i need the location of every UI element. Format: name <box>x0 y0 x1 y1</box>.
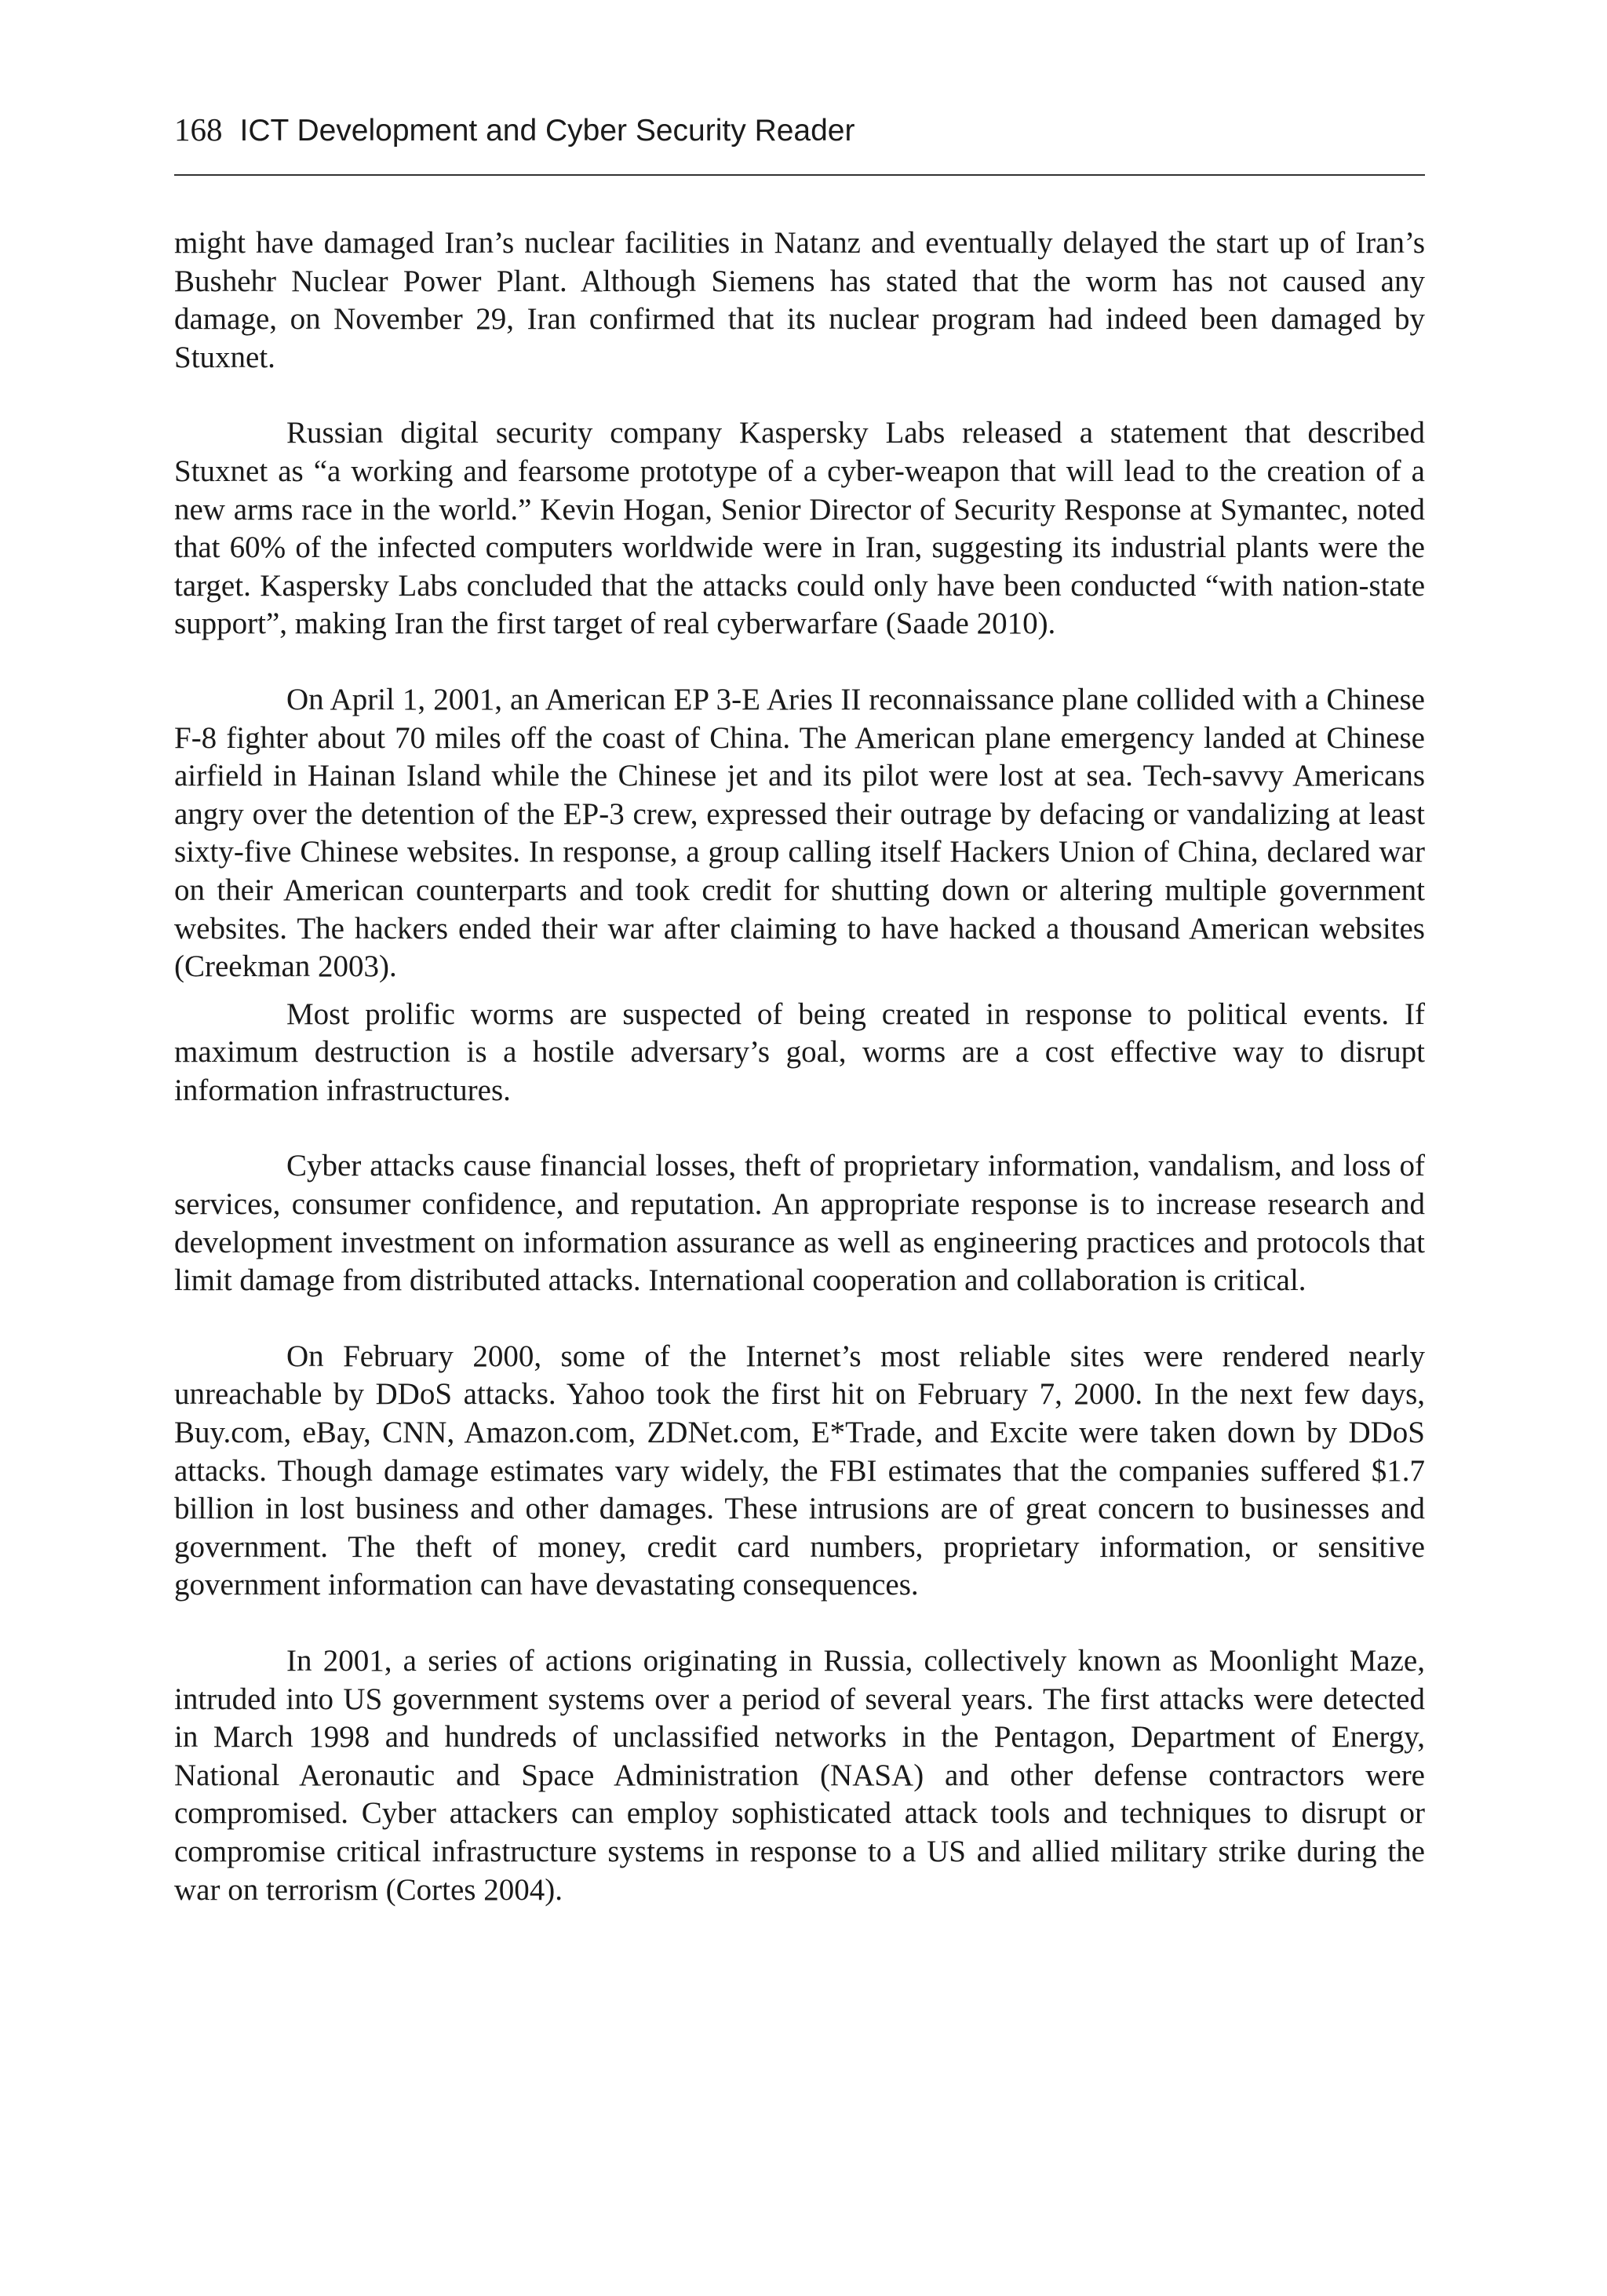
body-text <box>174 224 1425 1947</box>
paragraph-prolific-worms: Most prolific worms are suspected of being created in response to political events. If maximum destruction is a hostile adversary’s goal, worms are a cost effective way to disrupt information infrastructures. <box>174 997 1425 1107</box>
page-header <box>174 110 1425 176</box>
page-number: 168 <box>174 111 223 148</box>
running-title: ICT Development and Cyber Security Reader <box>239 114 855 148</box>
paragraph-ddos-2000: On February 2000, some of the Internet’s most reliable sites were rendered nearly unreachable by DDoS attacks. Yahoo took the first hit on February 7, 2000. In the next few days, Buy.com, eBay, CNN, Amazon.com, ZDNet.com, E*Trade, and Excite were taken down by DDoS attacks. Though damage estimates vary widely, the FBI estimates that the companies suffered $1.7 billion in lost business and other damages. These intrusions are of great concern to businesses and government. The theft of money, credit card numbers, proprietary information, or sensitive government information can have devastating consequences. <box>174 1339 1425 1602</box>
paragraph-stuxnet-continued: might have damaged Iran’s nuclear facilities in Natanz and eventually delayed the start up of Iran’s Bushehr Nuclear Power Plant. Although Siemens has stated that the worm has not caused any damage, on November 29, Iran confirmed that its nuclear program had indeed been damaged by Stuxnet. <box>174 226 1425 374</box>
paragraph-moonlight-maze: In 2001, a series of actions originating in Russia, collectively known as Moonlight Maze, intruded into US government systems over a period of several years. The first attacks were detected in March 1998 and hundreds of unclassified networks in the Pentagon, Department of Energy, National Aeronautic and Space Administration (NASA) and other defense contractors were compromised. Cyber attackers can employ sophisticated attack tools and techniques to disrupt or compromise critical infrastructure systems in response to a US and allied military strike during the war on terrorism (Cortes 2004). <box>174 1644 1425 1907</box>
paragraph-cyber-attack-costs: Cyber attacks cause financial losses, theft of proprietary information, vandalism, and loss of services, consumer confidence, and reputation. An appropriate response is to increase research and development investment on information assurance as well as engineering practices and protocols that limit damage from distributed attacks. International cooperation and collaboration is critical. <box>174 1149 1425 1298</box>
paragraph-hainan-incident: On April 1, 2001, an American EP 3-E Aries II reconnaissance plane collided with a Chinese F-8 fighter about 70 miles off the coast of China. The American plane emergency landed at Chinese airfield in Hainan Island while the Chinese jet and its pilot were lost at sea. Tech-savvy Americans angry over the detention of the EP-3 crew, expressed their outrage by defacing or vandalizing at least sixty-five Chinese websites. In response, a group calling itself Hackers Union of China, declared war on their American counterparts and took credit for shutting down or altering multiple government websites. The hackers ended their war after claiming to have hacked a thousand American websites (Creekman 2003). <box>174 682 1425 984</box>
paragraph-kaspersky: Russian digital security company Kaspersky Labs released a statement that described Stuxnet as “a working and fearsome prototype of a cyber-weapon that will lead to the creation of a new arms race in the world.” Kevin Hogan, Senior Director of Security Response at Symantec, noted that 60% of the infected computers worldwide were in Iran, suggesting its industrial plants were the target. Kaspersky Labs concluded that the attacks could only have been conducted “with nation-state support”, making Iran the first target of real cyberwarfare (Saade 2010). <box>174 416 1425 641</box>
